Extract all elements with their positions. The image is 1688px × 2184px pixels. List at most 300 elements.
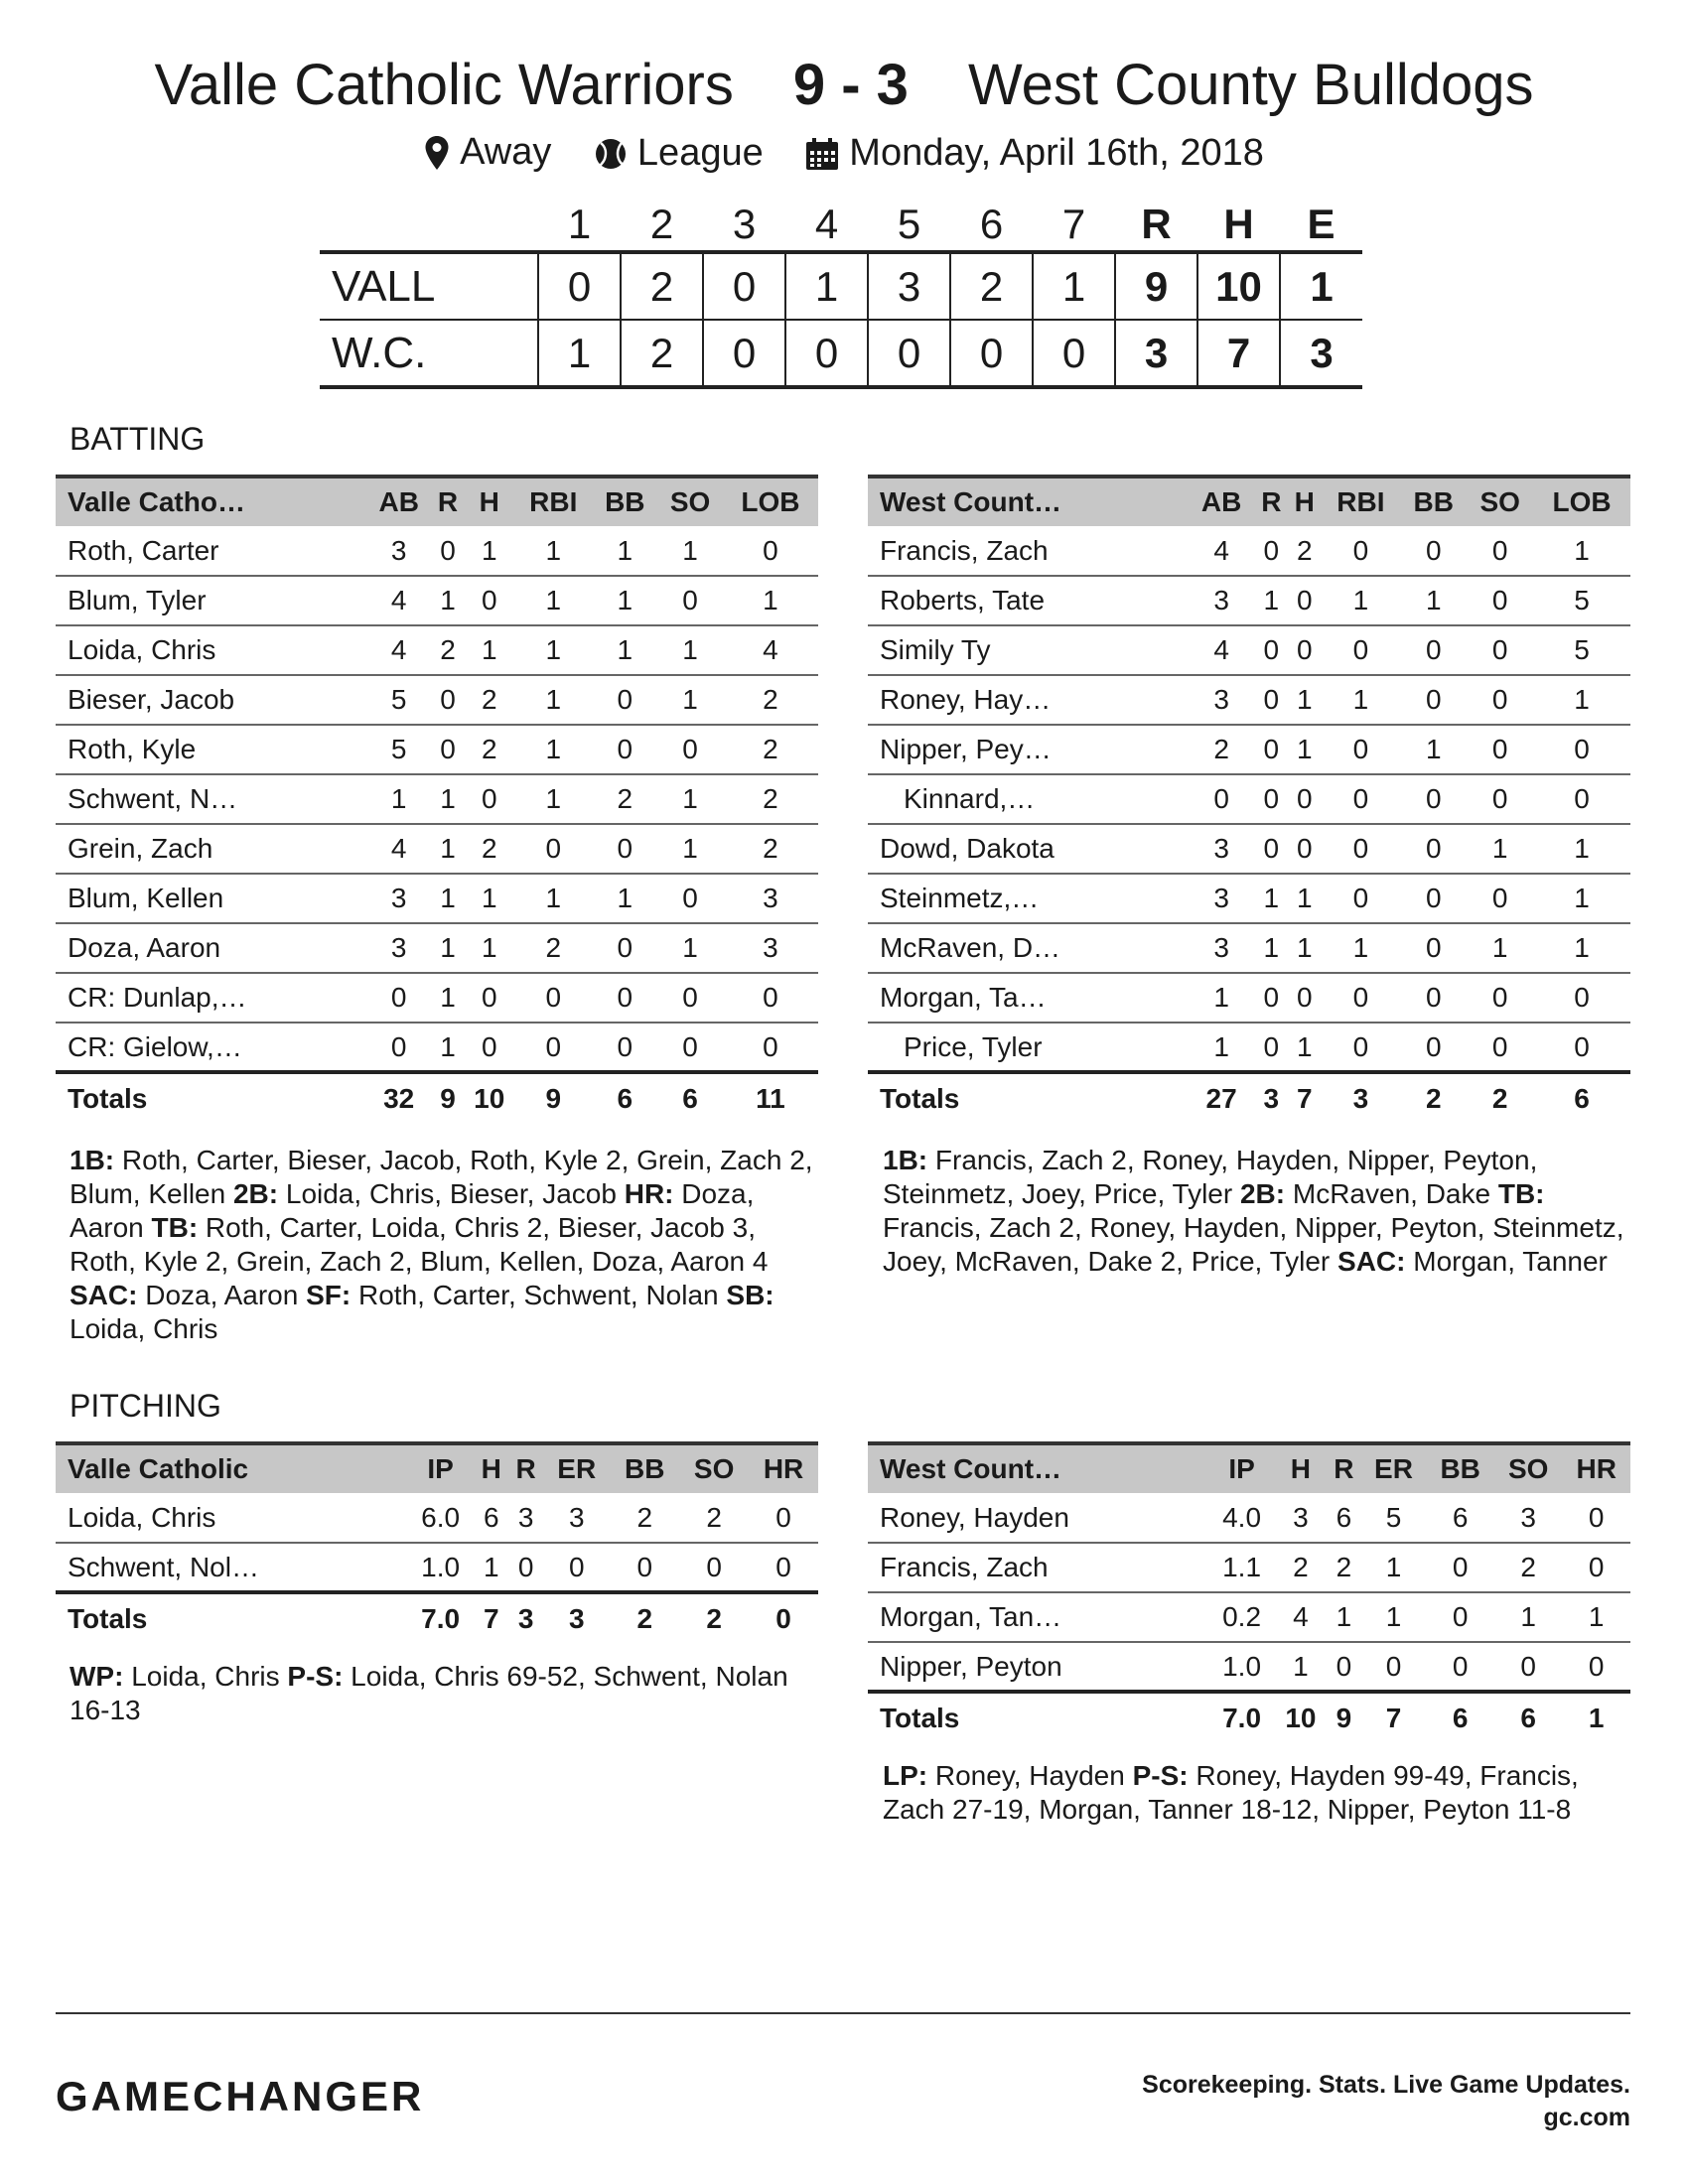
note-text: Doza, Aaron — [137, 1280, 307, 1310]
stat-cell: 4 — [1275, 1592, 1328, 1642]
stat-cell: 4 — [366, 625, 432, 675]
player-name: Francis, Zach — [868, 1543, 1209, 1592]
note-label: LP: — [883, 1760, 928, 1791]
game-type-meta — [594, 132, 764, 175]
note-label: 2B: — [1239, 1178, 1286, 1209]
stat-cell: 0 — [1562, 1493, 1630, 1543]
stat-cell: 6 — [1426, 1493, 1494, 1543]
total-cell: 2 — [1425, 1083, 1442, 1114]
stat-cell: 0 — [1400, 1023, 1467, 1072]
note-text: Roth, Carter, Bieser, Jacob, Roth, Kyle 2, Grein, Zach 2, Blum, Kellen — [70, 1145, 813, 1209]
baseball-icon — [594, 137, 628, 171]
player-name: Roth, Carter — [56, 526, 366, 576]
total-cell: 3 — [1352, 1083, 1369, 1114]
calendar-icon — [805, 137, 839, 171]
stat-cell: 2 — [723, 824, 818, 874]
stat-cell: 1 — [1494, 1592, 1563, 1642]
stat-cell: 1 — [1288, 874, 1321, 923]
player-row — [868, 576, 1630, 625]
stat-cell: 1 — [657, 923, 723, 973]
stat-cell: 0 — [1467, 675, 1533, 725]
stat-cell: 1 — [723, 576, 818, 625]
total-cell: 7.0 — [1222, 1703, 1262, 1733]
game-type-label: League — [636, 132, 764, 174]
stat-cell: 0 — [432, 725, 465, 774]
stat-cell: 0 — [1255, 526, 1288, 576]
total-cell: 3 — [517, 1603, 534, 1634]
stat-cell: 0 — [723, 526, 818, 576]
total-cell: 10 — [1285, 1703, 1317, 1733]
player-name: Loida, Chris — [56, 625, 366, 675]
player-row — [56, 625, 818, 675]
stat-cell: 5 — [1361, 1493, 1427, 1543]
stat-cell: 3 — [1189, 923, 1255, 973]
player-name: Grein, Zach — [56, 824, 366, 874]
inning-score: 2 — [950, 252, 1033, 320]
stat-cell: 0 — [1322, 725, 1401, 774]
note-text: Roth, Carter, Schwent, Nolan — [351, 1280, 727, 1310]
stat-cell: 1 — [1288, 1023, 1321, 1072]
inning-score: 0 — [703, 252, 785, 320]
stat-cell: 1 — [432, 576, 465, 625]
note-label: SAC: — [1337, 1246, 1406, 1277]
player-name: Doza, Aaron — [56, 923, 366, 973]
player-name: Bieser, Jacob — [56, 675, 366, 725]
linescore-team: VALL — [320, 252, 538, 320]
total-cell: 9 — [1336, 1703, 1352, 1733]
stat-cell: 1 — [1533, 923, 1630, 973]
player-row — [56, 526, 818, 576]
stat-cell: 0 — [1562, 1642, 1630, 1692]
stat-cell: 6 — [1327, 1493, 1360, 1543]
team-column-header: West Count… — [868, 1443, 1209, 1493]
stat-column-header: RBI — [1322, 477, 1401, 526]
stat-cell: 1 — [592, 625, 657, 675]
stat-cell: 0 — [1467, 725, 1533, 774]
stat-cell: 0 — [1322, 824, 1401, 874]
stat-cell: 0 — [366, 1023, 432, 1072]
inning-score: 0 — [785, 320, 868, 387]
player-row — [868, 526, 1630, 576]
stat-cell: 1 — [464, 625, 514, 675]
inning-score: 0 — [538, 252, 621, 320]
inning-score: 0 — [703, 320, 785, 387]
player-name: Dowd, Dakota — [868, 824, 1189, 874]
stat-cell: 1 — [514, 625, 592, 675]
stat-cell: 0 — [1400, 774, 1467, 824]
batting-section-label: BATTING — [70, 421, 206, 457]
stat-cell: 1 — [1400, 725, 1467, 774]
player-row — [868, 675, 1630, 725]
stat-cell: 3 — [366, 874, 432, 923]
inning-score: 1 — [785, 252, 868, 320]
stat-cell: 0 — [1255, 675, 1288, 725]
stat-cell: 0 — [508, 1543, 543, 1592]
stat-cell: 0 — [464, 774, 514, 824]
stat-cell: 0 — [657, 725, 723, 774]
stat-cell: 2 — [514, 923, 592, 973]
stat-cell: 0 — [1467, 1023, 1533, 1072]
stat-cell: 1 — [514, 725, 592, 774]
player-row — [56, 576, 818, 625]
player-row — [868, 973, 1630, 1023]
note-label: 2B: — [232, 1178, 279, 1209]
stat-cell: 0 — [1400, 675, 1467, 725]
stat-column-header: SO — [1467, 477, 1533, 526]
player-name: Morgan, Tan… — [868, 1592, 1209, 1642]
linescore-table — [320, 199, 1362, 389]
stat-column-header: BB — [1426, 1443, 1494, 1493]
stat-cell: 1 — [1255, 874, 1288, 923]
stat-cell: 3 — [508, 1493, 543, 1543]
note-label: 1B: — [883, 1145, 928, 1175]
totals-label: Totals — [68, 1603, 148, 1634]
linescore-total: 1 — [1280, 252, 1362, 320]
stat-cell: 0 — [1327, 1642, 1360, 1692]
final-score: 9 - 3 — [792, 53, 909, 117]
stat-cell: 0 — [1562, 1543, 1630, 1592]
stat-cell: 1 — [1288, 725, 1321, 774]
stat-cell: 0.2 — [1209, 1592, 1275, 1642]
team-column-header: West Count… — [868, 477, 1189, 526]
stat-column-header: BB — [1400, 477, 1467, 526]
total-cell: 1 — [1588, 1703, 1605, 1733]
stat-cell: 0 — [592, 824, 657, 874]
note-label: P-S: — [1132, 1760, 1189, 1791]
stat-cell: 3 — [366, 526, 432, 576]
note-label: 1B: — [70, 1145, 115, 1175]
stat-cell: 0 — [749, 1493, 818, 1543]
stat-cell: 0 — [657, 874, 723, 923]
stat-cell: 2 — [723, 725, 818, 774]
note-label: TB: — [151, 1212, 199, 1243]
footer-tagline — [1142, 2069, 1630, 2134]
stat-cell: 3 — [1494, 1493, 1563, 1543]
stat-cell: 1 — [1255, 923, 1288, 973]
note-text: Roney, Hayden — [927, 1760, 1133, 1791]
stat-cell: 1 — [592, 576, 657, 625]
away-pitching-table — [56, 1441, 818, 1644]
stat-cell: 0 — [1255, 725, 1288, 774]
stat-cell: 3 — [723, 874, 818, 923]
stat-cell: 5 — [366, 675, 432, 725]
player-name: Blum, Tyler — [56, 576, 366, 625]
home-batting-notes — [883, 1144, 1637, 1279]
linescore-total: 9 — [1115, 252, 1197, 320]
inning-header: 4 — [814, 201, 839, 247]
stat-cell: 0 — [1467, 874, 1533, 923]
stat-cell: 1 — [514, 675, 592, 725]
stat-cell: 1 — [464, 874, 514, 923]
away-pitching-notes — [70, 1660, 824, 1727]
inning-score: 2 — [621, 320, 703, 387]
stat-cell: 1 — [1189, 1023, 1255, 1072]
game-meta — [0, 131, 1688, 181]
stat-cell: 1 — [1533, 824, 1630, 874]
stat-cell: 0 — [1288, 625, 1321, 675]
stat-cell: 1 — [1361, 1592, 1427, 1642]
away-batting-table — [56, 475, 818, 1124]
stat-cell: 0 — [1400, 923, 1467, 973]
stat-cell: 3 — [543, 1493, 610, 1543]
stat-column-header: HR — [1562, 1443, 1630, 1493]
stat-column-header: SO — [679, 1443, 749, 1493]
stat-column-header: SO — [657, 477, 723, 526]
stat-cell: 1 — [432, 1023, 465, 1072]
note-text: McRaven, Dake — [1285, 1178, 1498, 1209]
stat-cell: 0 — [1361, 1642, 1427, 1692]
stat-cell: 0 — [1494, 1642, 1563, 1692]
player-name: Roney, Hayden — [868, 1493, 1209, 1543]
stat-column-header: H — [1275, 1443, 1328, 1493]
stat-cell: 1 — [657, 774, 723, 824]
home-batting-table — [868, 475, 1630, 1124]
stat-cell: 0 — [749, 1543, 818, 1592]
stat-cell: 1 — [1288, 923, 1321, 973]
total-cell: 9 — [440, 1083, 456, 1114]
stat-cell: 0 — [1426, 1592, 1494, 1642]
stat-cell: 1 — [657, 625, 723, 675]
total-cell: 2 — [636, 1603, 653, 1634]
stat-cell: 0 — [1533, 1023, 1630, 1072]
stat-cell: 0 — [592, 923, 657, 973]
player-row — [56, 1493, 818, 1543]
player-name: Roney, Hay… — [868, 675, 1189, 725]
location-label: Away — [460, 131, 552, 173]
total-cell: 0 — [775, 1603, 791, 1634]
player-row — [868, 1493, 1630, 1543]
stat-cell: 3 — [723, 923, 818, 973]
footer-url: gc.com — [1543, 2104, 1630, 2131]
linescore-total: 10 — [1197, 252, 1280, 320]
stat-cell: 1.0 — [1209, 1642, 1275, 1692]
total-cell: 6 — [1574, 1083, 1590, 1114]
player-row — [868, 774, 1630, 824]
total-cell: 6 — [682, 1083, 698, 1114]
stat-cell: 0 — [1467, 774, 1533, 824]
stat-cell: 1 — [432, 874, 465, 923]
note-text: Loida, Chris 69-52, Schwent, Nolan 16-13 — [70, 1661, 788, 1725]
stat-cell: 0 — [592, 1023, 657, 1072]
home-pitching-table — [868, 1441, 1630, 1743]
stat-cell: 0 — [1426, 1543, 1494, 1592]
total-cell: 32 — [383, 1083, 415, 1114]
stat-cell: 1 — [1533, 675, 1630, 725]
player-name: CR: Gielow,… — [56, 1023, 366, 1072]
stat-cell: 0 — [1255, 973, 1288, 1023]
total-cell: 27 — [1205, 1083, 1237, 1114]
stat-cell: 0 — [464, 973, 514, 1023]
stat-cell: 0 — [1533, 725, 1630, 774]
stat-cell: 1 — [592, 526, 657, 576]
stat-cell: 0 — [1400, 526, 1467, 576]
total-cell: 2 — [706, 1603, 722, 1634]
stat-cell: 0 — [1533, 774, 1630, 824]
totals-label: Totals — [68, 1083, 148, 1114]
team-column-header: Valle Catho… — [56, 477, 366, 526]
stat-column-header: ER — [1361, 1443, 1427, 1493]
note-label: WP: — [70, 1661, 124, 1692]
stat-cell: 0 — [1255, 1023, 1288, 1072]
stat-column-header: HR — [749, 1443, 818, 1493]
stat-cell: 2 — [592, 774, 657, 824]
stat-cell: 6 — [474, 1493, 508, 1543]
totals-row — [56, 1072, 818, 1124]
total-cell: 9 — [545, 1083, 562, 1114]
stat-cell: 0 — [543, 1543, 610, 1592]
stat-cell: 0 — [1467, 576, 1533, 625]
inning-score: 0 — [1033, 320, 1115, 387]
player-row — [56, 725, 818, 774]
home-pitching-notes — [883, 1759, 1637, 1827]
total-cell: 7 — [1296, 1083, 1313, 1114]
note-label: SF: — [306, 1280, 352, 1310]
player-name: Roth, Kyle — [56, 725, 366, 774]
stat-cell: 1 — [1533, 526, 1630, 576]
total-cell: 6 — [617, 1083, 633, 1114]
stat-cell: 1 — [1322, 576, 1401, 625]
stat-cell: 0 — [1467, 625, 1533, 675]
stat-cell: 1 — [464, 526, 514, 576]
stat-cell: 1 — [1361, 1543, 1427, 1592]
stat-cell: 0 — [1400, 824, 1467, 874]
stat-cell: 1 — [1288, 675, 1321, 725]
note-text: Doza, Aaron — [70, 1178, 755, 1243]
errors-header: E — [1307, 201, 1336, 247]
stat-cell: 1 — [1255, 576, 1288, 625]
inning-score: 1 — [1033, 252, 1115, 320]
stat-column-header: IP — [407, 1443, 474, 1493]
note-text: Loida, Chris — [123, 1661, 288, 1692]
stat-cell: 1 — [1189, 973, 1255, 1023]
stat-cell: 4 — [1189, 526, 1255, 576]
stat-column-header: R — [1255, 477, 1288, 526]
player-name: Blum, Kellen — [56, 874, 366, 923]
inning-score: 0 — [868, 320, 950, 387]
player-row — [868, 625, 1630, 675]
stat-cell: 0 — [1255, 824, 1288, 874]
totals-row — [868, 1692, 1630, 1743]
linescore-row — [320, 320, 1362, 387]
inning-score: 2 — [621, 252, 703, 320]
note-text: Roney, Hayden 99-49, Francis, Zach 27-19, Morgan, Tanner 18-12, Nipper, Peyton 11-8 — [883, 1760, 1579, 1825]
player-row — [56, 1543, 818, 1592]
stat-cell: 3 — [1275, 1493, 1328, 1543]
linescore-total: 3 — [1280, 320, 1362, 387]
player-row — [868, 725, 1630, 774]
stat-cell: 0 — [723, 1023, 818, 1072]
linescore-team: W.C. — [320, 320, 538, 387]
stat-column-header: IP — [1209, 1443, 1275, 1493]
runs-header: R — [1141, 201, 1172, 247]
stat-column-header: SO — [1494, 1443, 1563, 1493]
stat-cell: 1 — [657, 675, 723, 725]
player-row — [56, 824, 818, 874]
inning-header: 6 — [979, 201, 1004, 247]
stat-cell: 0 — [1255, 774, 1288, 824]
total-cell: 6 — [1452, 1703, 1469, 1733]
total-cell: 6 — [1520, 1703, 1536, 1733]
player-row — [56, 874, 818, 923]
stat-column-header: AB — [366, 477, 432, 526]
player-name: Morgan, Ta… — [868, 973, 1189, 1023]
total-cell: 7 — [483, 1603, 499, 1634]
hits-header: H — [1223, 201, 1254, 247]
player-row — [868, 874, 1630, 923]
stat-cell: 1 — [1322, 923, 1401, 973]
player-row — [56, 923, 818, 973]
stat-cell: 1 — [514, 576, 592, 625]
stat-cell: 2 — [723, 675, 818, 725]
stat-cell: 2 — [610, 1493, 679, 1543]
inning-score: 1 — [538, 320, 621, 387]
player-row — [56, 1023, 818, 1072]
totals-label: Totals — [880, 1703, 960, 1733]
stat-cell: 0 — [514, 1023, 592, 1072]
stat-cell: 0 — [592, 973, 657, 1023]
home-team-name: West County Bulldogs — [967, 53, 1534, 117]
inning-header: 1 — [567, 201, 592, 247]
stat-cell: 1 — [1467, 824, 1533, 874]
stat-cell: 1 — [1467, 923, 1533, 973]
stat-cell: 1 — [1275, 1642, 1328, 1692]
stat-cell: 1 — [514, 774, 592, 824]
total-cell: 11 — [756, 1083, 785, 1114]
inning-header: 5 — [897, 201, 921, 247]
stat-cell: 6.0 — [407, 1493, 474, 1543]
stat-cell: 5 — [366, 725, 432, 774]
total-cell: 7 — [1385, 1703, 1402, 1733]
stat-cell: 0 — [723, 973, 818, 1023]
stat-cell: 0 — [366, 973, 432, 1023]
stat-cell: 0 — [1400, 874, 1467, 923]
stat-column-header: R — [508, 1443, 543, 1493]
player-name: Nipper, Pey… — [868, 725, 1189, 774]
total-cell: 2 — [1491, 1083, 1508, 1114]
location-meta — [424, 131, 551, 174]
stat-cell: 0 — [432, 526, 465, 576]
stat-cell: 0 — [1400, 973, 1467, 1023]
stat-cell: 1 — [464, 923, 514, 973]
stat-cell: 0 — [1467, 526, 1533, 576]
stat-cell: 3 — [366, 923, 432, 973]
stat-cell: 0 — [1322, 625, 1401, 675]
stat-cell: 3 — [1189, 675, 1255, 725]
stat-cell: 3 — [1189, 874, 1255, 923]
inning-score: 0 — [950, 320, 1033, 387]
stat-cell: 0 — [1426, 1642, 1494, 1692]
stat-cell: 2 — [1494, 1543, 1563, 1592]
stat-column-header: ER — [543, 1443, 610, 1493]
stat-cell: 3 — [1189, 824, 1255, 874]
team-column-header: Valle Catholic — [56, 1443, 407, 1493]
linescore-row — [320, 252, 1362, 320]
note-text: Francis, Zach 2, Roney, Hayden, Nipper, Peyton, Steinmetz, Joey, McRaven, Dake 2, Price, Tyler — [883, 1212, 1624, 1277]
stat-column-header: H — [464, 477, 514, 526]
total-cell: 7.0 — [421, 1603, 461, 1634]
player-name: CR: Dunlap,… — [56, 973, 366, 1023]
stat-cell: 0 — [1288, 973, 1321, 1023]
note-text: Roth, Carter, Loida, Chris 2, Bieser, Jacob 3, Roth, Kyle 2, Grein, Zach 2, Blum, Kellen, Doza, Aaron 4 — [70, 1212, 769, 1277]
note-text: Francis, Zach 2, Roney, Hayden, Nipper, Peyton, Steinmetz, Joey, Price, Tyler — [883, 1145, 1538, 1209]
stat-cell: 5 — [1533, 625, 1630, 675]
note-label: TB: — [1497, 1178, 1545, 1209]
inning-header: 7 — [1061, 201, 1086, 247]
note-text: Loida, Chris, Bieser, Jacob — [278, 1178, 625, 1209]
stat-cell: 0 — [1533, 973, 1630, 1023]
stat-cell: 1 — [432, 923, 465, 973]
note-text: Morgan, Tanner — [1405, 1246, 1608, 1277]
